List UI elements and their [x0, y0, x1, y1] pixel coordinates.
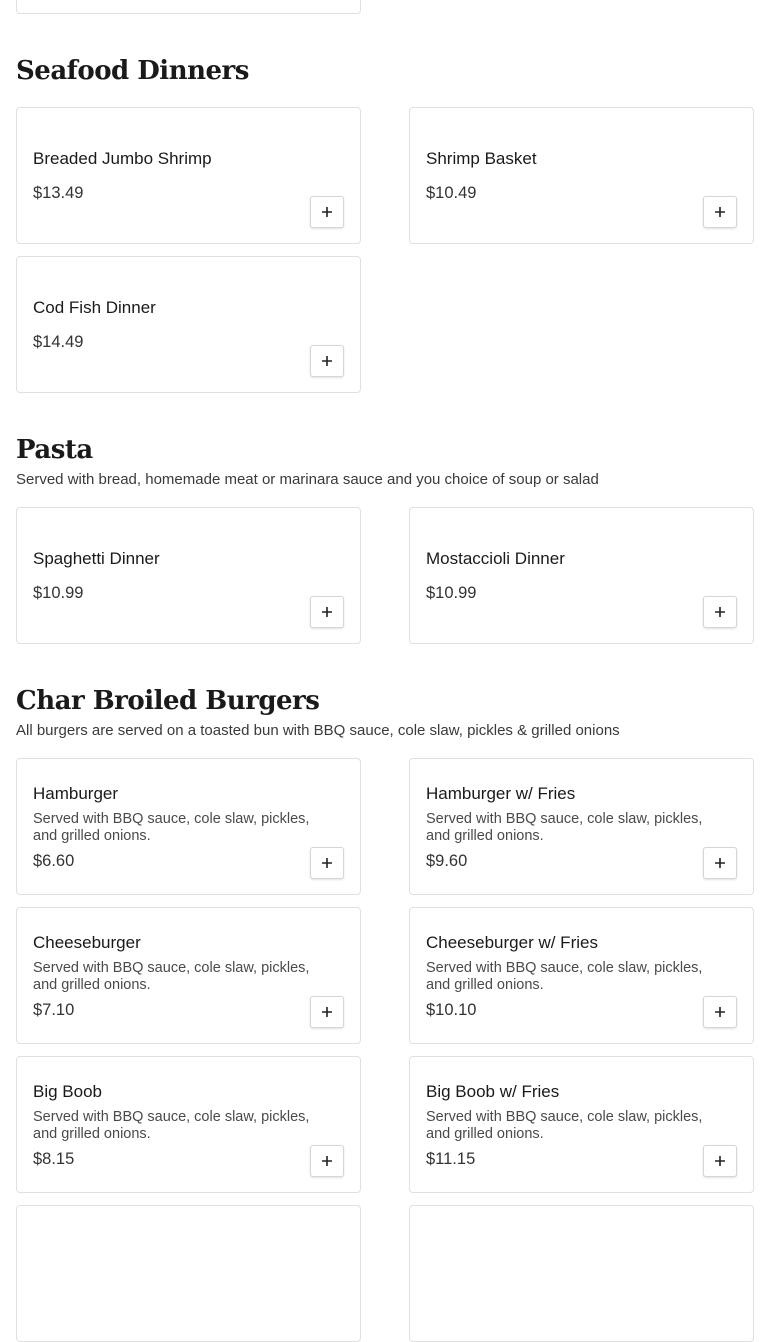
item-name: Big Boob	[33, 1082, 102, 1101]
item-name: Big Boob w/ Fries	[426, 1082, 560, 1101]
menu-item-card-partial	[16, 0, 361, 14]
menu-item-card[interactable]	[16, 907, 361, 1044]
menu-item-card-partial	[16, 1205, 361, 1342]
item-description: Served with BBQ sauce, cole slaw, pickles, and grilled onions.	[33, 1109, 310, 1142]
item-price: $8.15	[33, 1150, 75, 1168]
item-price: $6.60	[33, 852, 75, 870]
item-name: Breaded Jumbo Shrimp	[33, 149, 212, 168]
item-name: Hamburger	[33, 784, 119, 803]
plus-icon	[321, 355, 333, 367]
item-price: $9.60	[426, 852, 468, 870]
menu-item-card[interactable]	[16, 507, 361, 644]
menu-item-card[interactable]	[409, 758, 754, 895]
item-name: Cheeseburger w/ Fries	[426, 933, 598, 952]
item-price: $10.49	[426, 184, 477, 202]
section-subtitle-burgers: All burgers are served on a toasted bun with BBQ sauce, cole slaw, pickles & grilled onions	[16, 722, 620, 739]
section-title-pasta: Pasta	[16, 435, 93, 465]
item-name: Cheeseburger	[33, 933, 141, 952]
menu-item-card[interactable]	[409, 1056, 754, 1193]
plus-icon	[714, 206, 726, 218]
item-description: Served with BBQ sauce, cole slaw, pickles, and grilled onions.	[426, 1109, 703, 1142]
item-description: Served with BBQ sauce, cole slaw, pickles, and grilled onions.	[426, 960, 703, 993]
item-description: Served with BBQ sauce, cole slaw, pickles, and grilled onions.	[33, 960, 310, 993]
item-price: $10.10	[426, 1001, 477, 1019]
add-to-order-button[interactable]	[310, 596, 344, 628]
section-title-char-broiled-burgers: Char Broiled Burgers	[16, 686, 320, 716]
menu-item-card[interactable]	[16, 256, 361, 393]
menu-item-card[interactable]	[16, 1056, 361, 1193]
menu-item-card-partial	[409, 1205, 754, 1342]
plus-icon	[321, 606, 333, 618]
item-price: $10.99	[33, 584, 84, 602]
add-to-order-button[interactable]	[310, 847, 344, 879]
section-title-seafood-dinners: Seafood Dinners	[16, 56, 249, 86]
item-name: Shrimp Basket	[426, 149, 537, 168]
section-subtitle-pasta: Served with bread, homemade meat or marinara sauce and you choice of soup or salad	[16, 471, 599, 488]
add-to-order-button[interactable]	[310, 345, 344, 377]
add-to-order-button[interactable]	[310, 196, 344, 228]
item-price: $7.10	[33, 1001, 75, 1019]
item-name: Cod Fish Dinner	[33, 298, 156, 317]
add-to-order-button[interactable]	[703, 196, 737, 228]
plus-icon	[714, 1155, 726, 1167]
plus-icon	[321, 1155, 333, 1167]
add-to-order-button[interactable]	[703, 996, 737, 1028]
plus-icon	[321, 1006, 333, 1018]
plus-icon	[321, 857, 333, 869]
add-to-order-button[interactable]	[703, 847, 737, 879]
plus-icon	[321, 206, 333, 218]
menu-item-card[interactable]	[16, 758, 361, 895]
item-description: Served with BBQ sauce, cole slaw, pickles, and grilled onions.	[426, 811, 703, 844]
menu-item-card[interactable]	[409, 107, 754, 244]
menu-item-card[interactable]	[409, 507, 754, 644]
item-price: $11.15	[426, 1150, 476, 1168]
item-name: Spaghetti Dinner	[33, 549, 160, 568]
item-name: Mostaccioli Dinner	[426, 549, 565, 568]
item-description: Served with BBQ sauce, cole slaw, pickles, and grilled onions.	[33, 811, 310, 844]
plus-icon	[714, 606, 726, 618]
item-price: $13.49	[33, 184, 84, 202]
menu-item-card[interactable]	[409, 907, 754, 1044]
item-price: $14.49	[33, 333, 84, 351]
plus-icon	[714, 857, 726, 869]
item-price: $10.99	[426, 584, 477, 602]
add-to-order-button[interactable]	[310, 996, 344, 1028]
plus-icon	[714, 1006, 726, 1018]
menu-item-card[interactable]	[16, 107, 361, 244]
add-to-order-button[interactable]	[703, 596, 737, 628]
add-to-order-button[interactable]	[703, 1145, 737, 1177]
item-name: Hamburger w/ Fries	[426, 784, 576, 803]
add-to-order-button[interactable]	[310, 1145, 344, 1177]
